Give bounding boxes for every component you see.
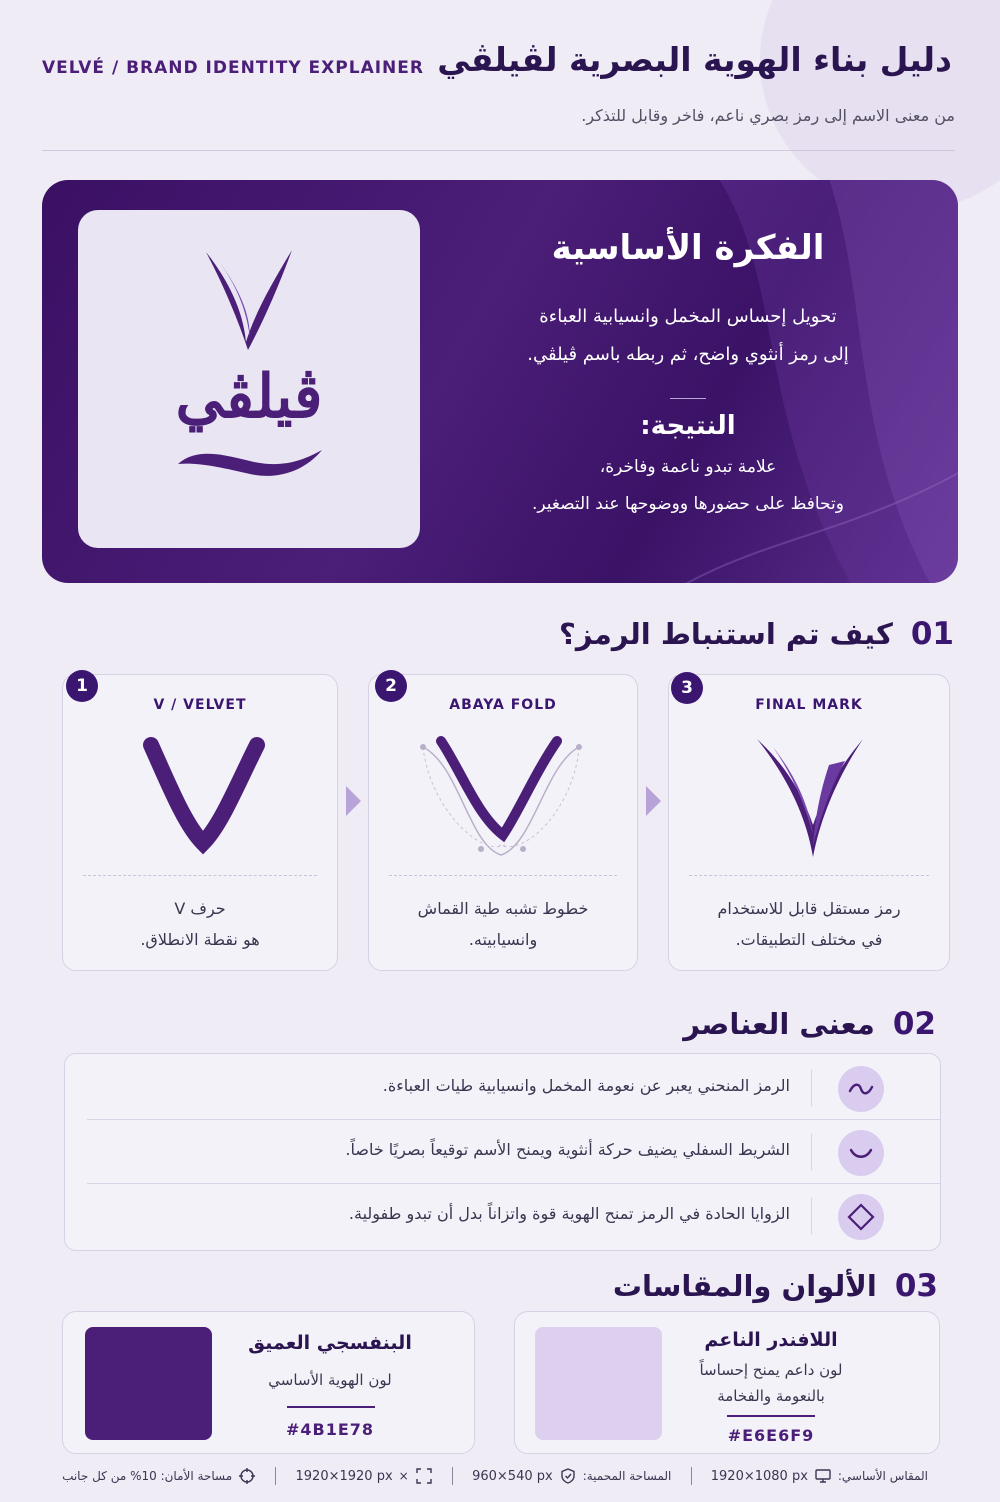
step-title: FINAL MARK	[755, 697, 863, 713]
color-swatch	[85, 1327, 212, 1440]
spec-safe-area	[62, 1467, 256, 1485]
step-desc-line-1: حرف V	[174, 899, 226, 918]
step-arrow-icon	[646, 786, 661, 816]
step-desc-line-2: وانسيابيته.	[468, 930, 538, 949]
page-subtitle: من معنى الاسم إلى رمز بصري ناعم، فاخر وقابل للتذكر.	[581, 106, 955, 125]
step-card-abaya-fold	[368, 674, 638, 971]
hero-separator	[670, 398, 706, 399]
step-description	[63, 893, 337, 955]
fold-construction-icon	[369, 725, 639, 865]
row-divider	[811, 1134, 812, 1170]
color-desc-line-1: لون داعم يمنح إحساساً	[699, 1361, 843, 1379]
color-underline	[287, 1406, 375, 1408]
wave-icon	[838, 1066, 884, 1112]
meaning-text: الزوايا الحادة في الرمز تمنح الهوية قوة واتزاناً بدل أن تبدو طفولية.	[348, 1204, 790, 1223]
spec-protected-area	[472, 1467, 671, 1485]
color-swatch	[535, 1327, 662, 1440]
result-line-1: علامة تبدو ناعمة وفاخرة،	[599, 457, 777, 477]
spec-times: ×	[398, 1469, 409, 1483]
step-badge-2: 2	[375, 670, 407, 702]
step-title: ABAYA FOLD	[449, 697, 557, 713]
section-1-number: 01	[910, 616, 954, 652]
footer-specs	[62, 1465, 928, 1487]
step-desc-line-2: هو نقطة الانطلاق.	[140, 930, 260, 949]
spec-base-size	[711, 1467, 928, 1485]
step-divider	[689, 875, 929, 876]
color-description: لون الهوية الأساسي	[268, 1371, 392, 1389]
step-badge-3: 3	[671, 672, 703, 704]
color-card-deep-purple	[62, 1311, 475, 1454]
hero-panel	[42, 180, 958, 583]
spec-label: المقاس الأساسي:	[837, 1469, 928, 1483]
step-desc-line-1: خطوط تشبه طية القماش	[417, 899, 589, 918]
color-desc-line-2: بالنعومة والفخامة	[717, 1387, 825, 1405]
hero-heading: الفكرة الأساسية	[551, 228, 825, 268]
result-heading: النتيجة:	[640, 411, 736, 441]
color-name: البنفسجي العميق	[248, 1332, 412, 1354]
hero-line-1: تحويل إحساس المخمل وانسيابية العباءة	[539, 306, 837, 327]
row-divider	[811, 1070, 812, 1106]
color-hex: #4B1E78	[285, 1420, 375, 1439]
section-1-title: كيف تم استنباط الرمز؟	[559, 617, 893, 651]
curve-icon	[838, 1130, 884, 1176]
expand-icon	[415, 1467, 433, 1485]
footer-divider	[275, 1467, 276, 1485]
crosshair-icon	[238, 1467, 256, 1485]
color-card-lavender	[514, 1311, 940, 1454]
logo-wordmark: ڤيلڤي	[175, 362, 323, 432]
meaning-text: الشريط السفلي يضيف حركة أنثوية ويمنح الأسم توقيعاً بصريًا خاصاً.	[345, 1140, 790, 1159]
shield-icon	[559, 1467, 577, 1485]
decorative-circle	[760, 0, 1000, 210]
color-underline	[727, 1415, 815, 1417]
step-description	[369, 893, 637, 955]
page-title: دليل بناء الهوية البصرية لڤيلڤي	[437, 40, 952, 79]
step-card-velvet	[62, 674, 338, 971]
meaning-text: الرمز المنحني يعبر عن نعومة المخمل وانسيابية طيات العباءة.	[382, 1076, 790, 1095]
result-line-2: وتحافظ على حضورها ووضوحها عند التصغير.	[532, 494, 844, 514]
hero-line-2: إلى رمز أنثوي واضح، ثم ربطه باسم ڤيلڤي.	[527, 344, 849, 365]
hero-text	[472, 228, 904, 523]
color-name: اللافندر الناعم	[704, 1329, 838, 1351]
spec-square-size	[296, 1467, 433, 1485]
diamond-icon	[838, 1194, 884, 1240]
meaning-list	[64, 1053, 941, 1251]
section-2-number: 02	[892, 1006, 936, 1042]
list-item	[87, 1120, 940, 1184]
list-item	[87, 1056, 940, 1120]
list-item	[87, 1184, 940, 1248]
monitor-icon	[814, 1467, 832, 1485]
final-mark-icon	[669, 725, 951, 865]
step-badge-1: 1	[66, 670, 98, 702]
v-letter-icon	[63, 725, 339, 865]
section-3-heading	[613, 1268, 938, 1304]
footer-divider	[452, 1467, 453, 1485]
step-desc-line-2: في مختلف التطبيقات.	[735, 930, 883, 949]
step-divider	[389, 875, 617, 876]
brand-tag: VELVÉ / BRAND IDENTITY EXPLAINER	[42, 58, 424, 78]
step-description	[669, 893, 949, 955]
color-hex: #E6E6F9	[727, 1426, 815, 1445]
spec-value: 1920×1920 px	[295, 1468, 393, 1484]
section-2-title: معنى العناصر	[683, 1007, 875, 1041]
row-divider	[811, 1198, 812, 1234]
section-2-heading	[683, 1006, 936, 1042]
step-title: V / VELVET	[153, 697, 247, 713]
spec-value: 960×540 px	[472, 1468, 553, 1484]
step-arrow-icon	[346, 786, 361, 816]
step-divider	[83, 875, 317, 876]
section-3-title: الألوان والمقاسات	[612, 1269, 877, 1303]
section-1-heading	[559, 616, 954, 652]
spec-label: المساحة المحمية:	[582, 1469, 672, 1483]
section-3-number: 03	[894, 1268, 938, 1304]
step-desc-line-1: رمز مستقل قابل للاستخدام	[717, 899, 901, 918]
color-description	[679, 1357, 863, 1409]
step-card-final-mark	[668, 674, 950, 971]
logo-card	[78, 210, 420, 548]
footer-divider	[691, 1467, 692, 1485]
spec-label: مساحة الأمان: 10% من كل جانب	[62, 1469, 233, 1483]
spec-value: 1920×1080 px	[710, 1468, 808, 1484]
header-divider	[42, 150, 955, 151]
